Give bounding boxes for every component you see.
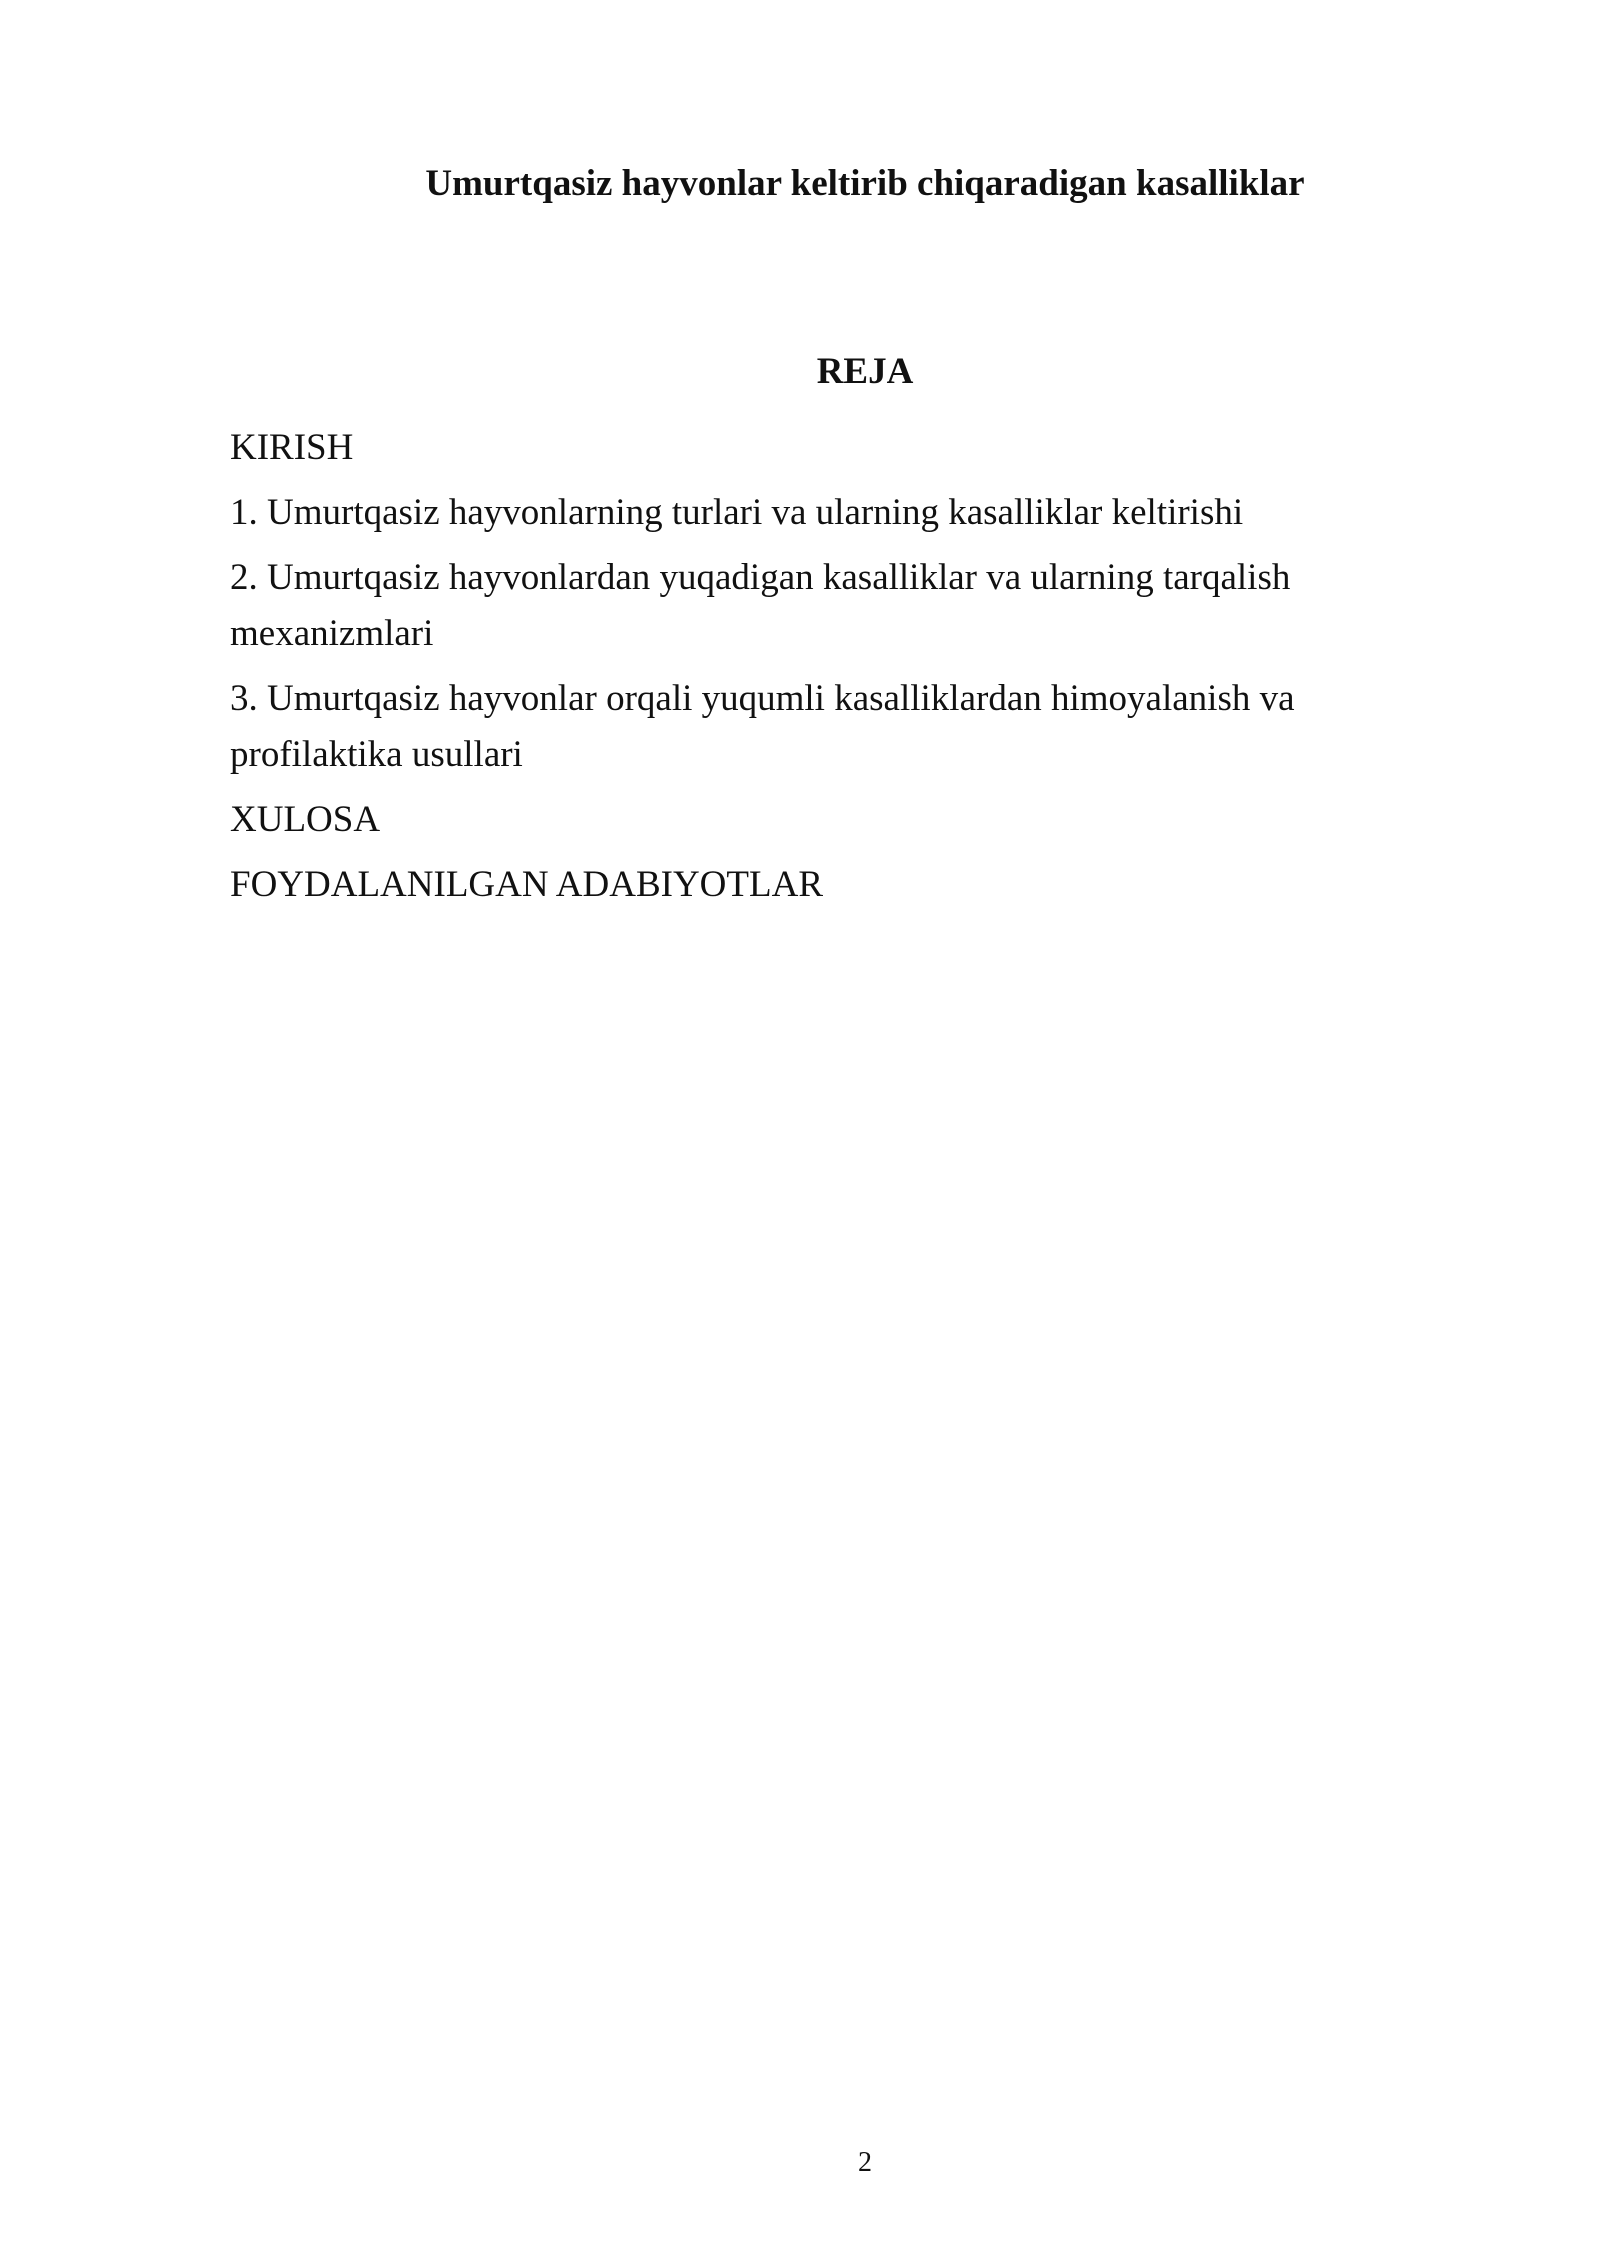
plan-item-conclusion: XULOSA	[230, 799, 381, 840]
plan-item-intro: KIRISH	[230, 427, 354, 468]
plan-heading: REJA	[816, 351, 914, 392]
plan-item-1: 1. Umurtqasiz hayvonlarning turlari va ularning kasalliklar keltirishi	[230, 492, 1244, 533]
plan-item-2: 2. Umurtqasiz hayvonlardan yuqadigan kasalliklar va ularning tarqalish mexanizmlari	[230, 557, 1291, 654]
page-number: 2	[858, 2147, 872, 2178]
plan-list	[230, 420, 1350, 922]
plan-item-references: FOYDALANILGAN ADABIYOTLAR	[230, 864, 823, 905]
plan-item-3: 3. Umurtqasiz hayvonlar orqali yuqumli kasalliklardan himoyalanish va profilaktika usullari	[230, 678, 1295, 775]
document-title: Umurtqasiz hayvonlar keltirib chiqaradigan kasalliklar	[425, 163, 1305, 204]
